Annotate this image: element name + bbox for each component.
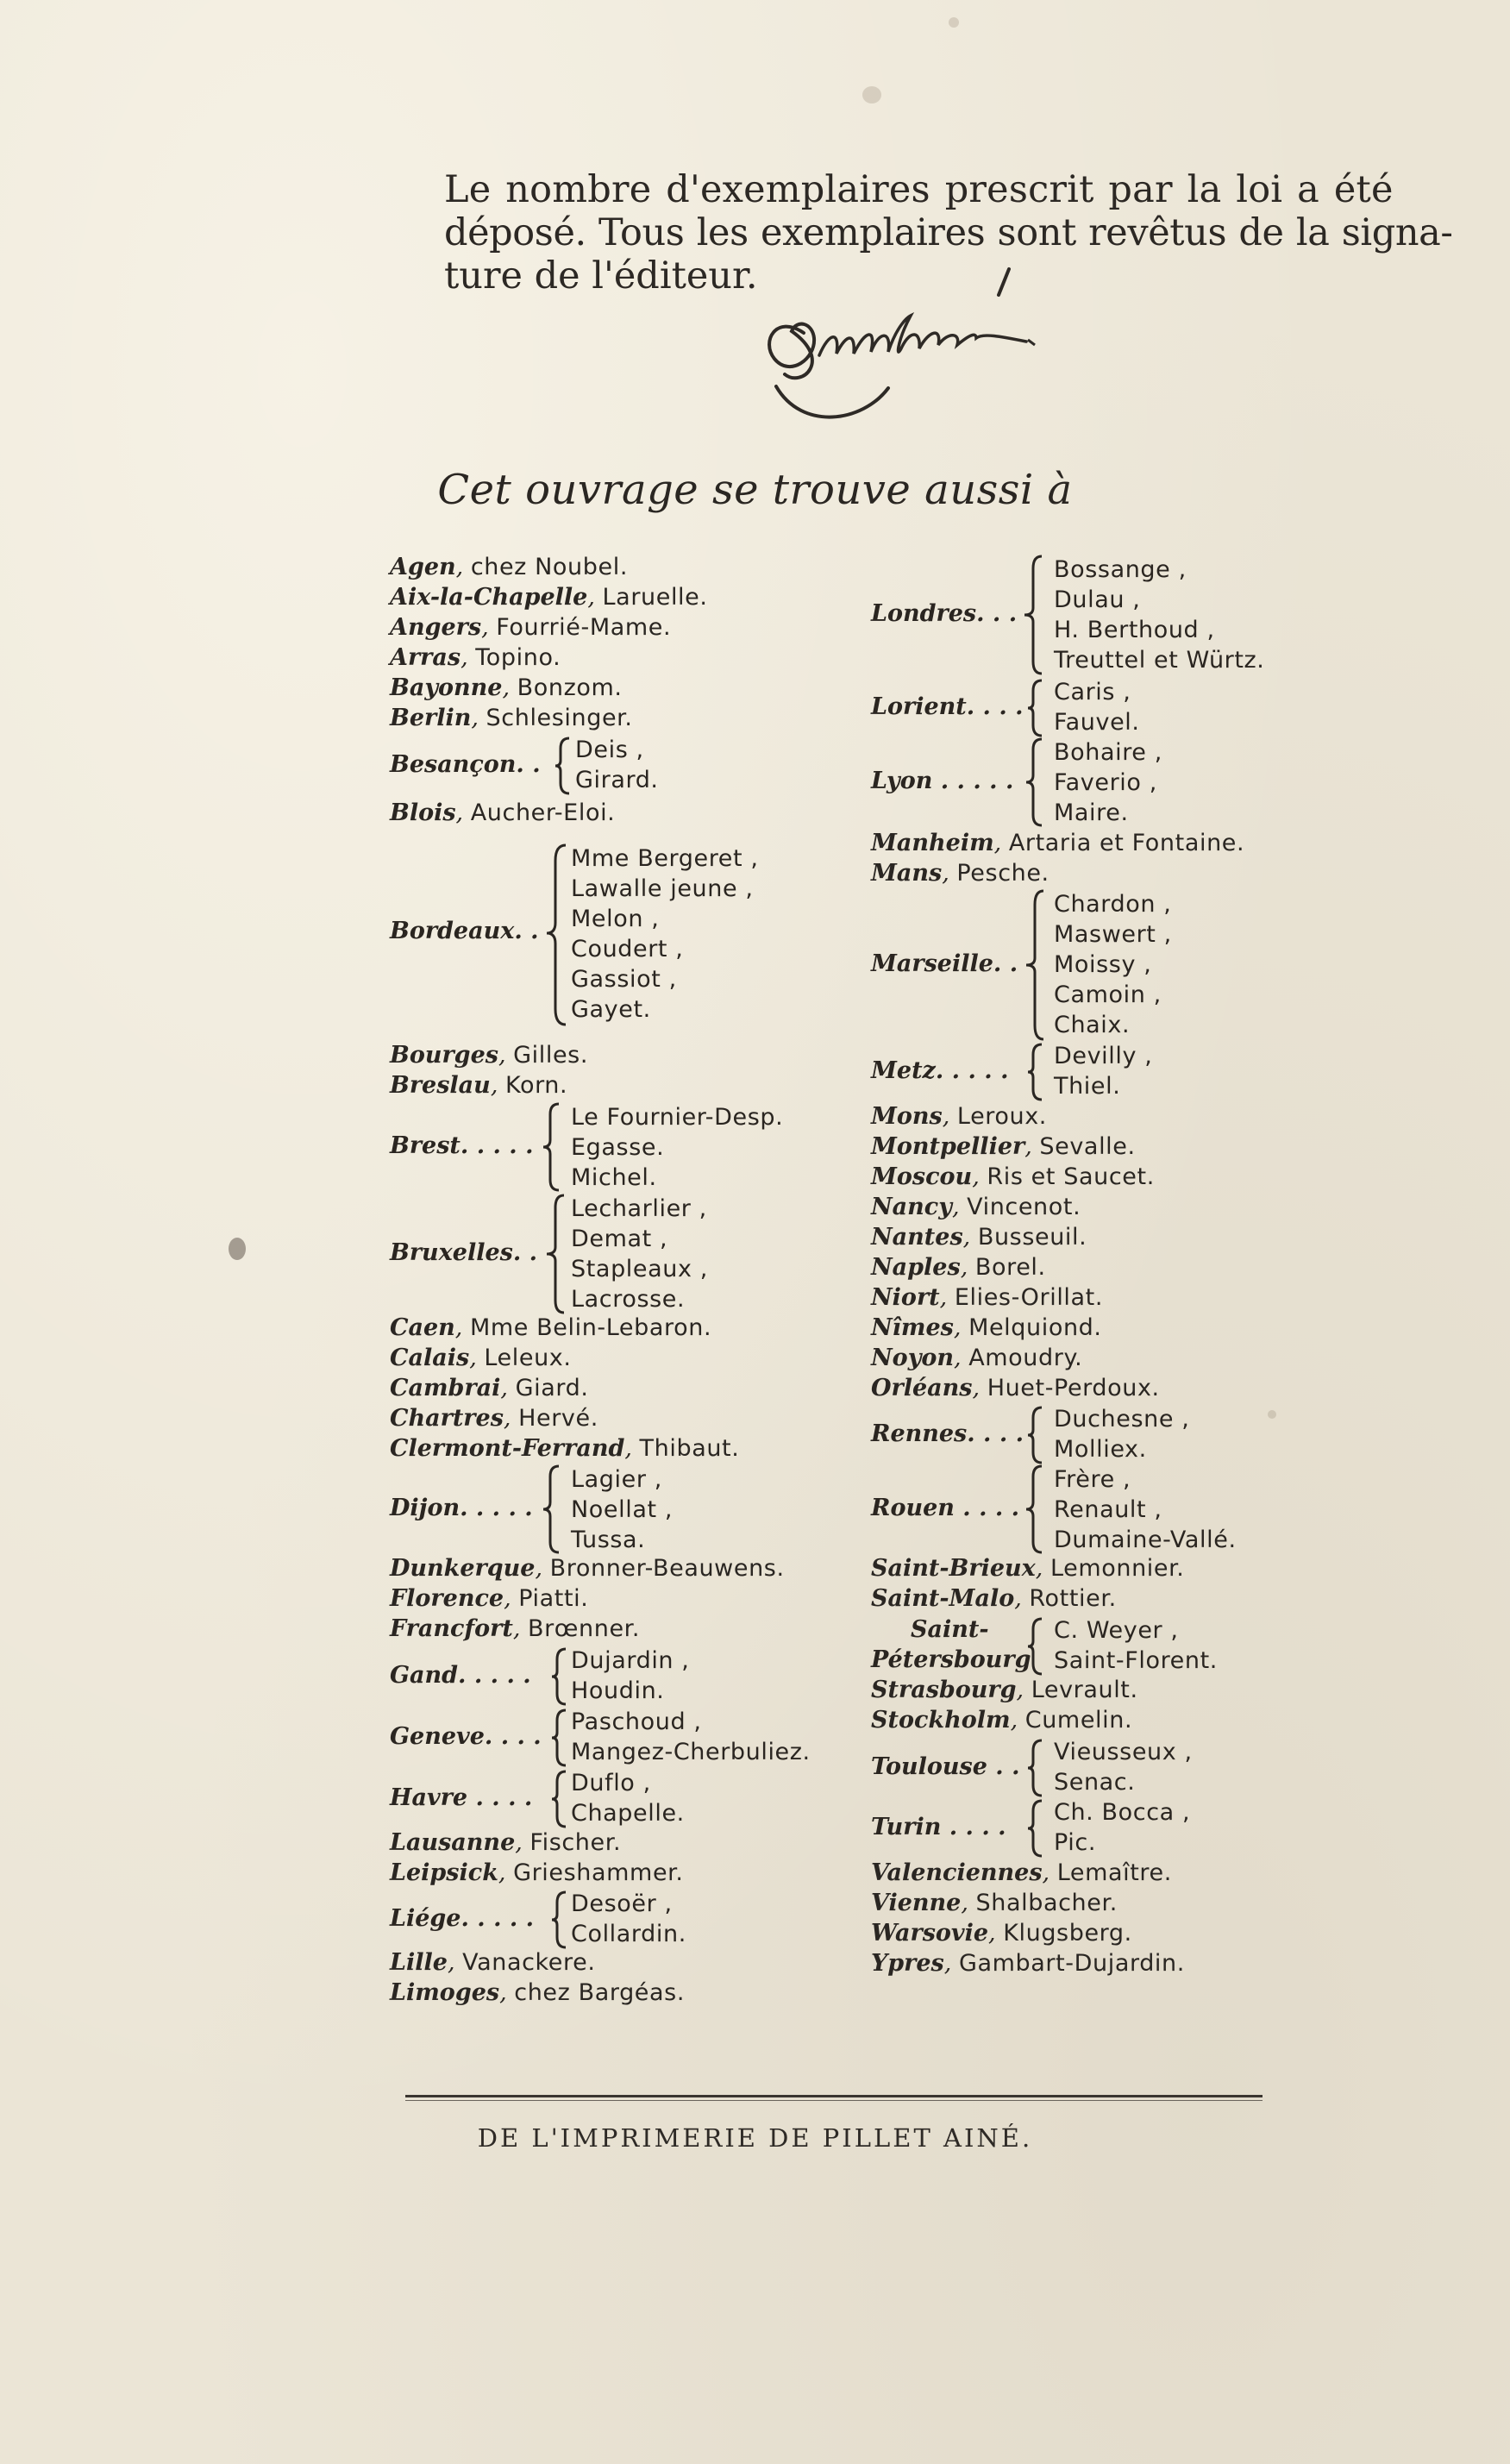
brace (550, 1770, 569, 1828)
bookseller-entry: Manheim, Artaria et Fontaine. (871, 830, 1245, 856)
bookseller-names: Piatti. (518, 1585, 589, 1612)
city-name: Naples (871, 1254, 961, 1281)
city-name: Lille (390, 1949, 448, 1976)
city-name: Berlin (390, 705, 472, 731)
brace (542, 1102, 562, 1194)
city-name: Chartres (390, 1405, 504, 1432)
bookseller-names: Klugsberg. (1003, 1920, 1132, 1947)
city-name: Lyon . . . . . (871, 768, 1014, 794)
bookseller-names: Hervé. (518, 1405, 598, 1432)
bookseller-names: Grieshammer. (513, 1859, 684, 1886)
bookseller-entry: Dunkerque, Bronner-Beauwens. (390, 1555, 785, 1582)
bookseller-group (871, 1737, 1285, 1799)
bookseller-group (871, 1464, 1319, 1556)
bookseller-entry: Chartres, Hervé. (390, 1405, 598, 1432)
city-name: Havre . . . . (390, 1784, 533, 1811)
city-name: Warsovie (871, 1920, 989, 1947)
city-name: Metz. . . . . (871, 1057, 1009, 1084)
bookseller-names: Fischer. (529, 1829, 622, 1856)
brace (545, 843, 569, 1028)
bookseller-names: chez Noubel. (470, 554, 628, 580)
printer-imprint: DE L'IMPRIMERIE DE PILLET AINÉ. (477, 2123, 1033, 2153)
city-name: Mons (871, 1103, 943, 1130)
brace (1023, 555, 1045, 677)
city-name: Florence (390, 1585, 504, 1612)
city-name: Rennes. . . . (871, 1420, 1024, 1447)
city-name: Angers (390, 614, 482, 641)
brace (1026, 1043, 1045, 1101)
brace (1026, 1739, 1045, 1797)
city-name: Stockholm (871, 1707, 1011, 1734)
paper-spot (862, 86, 881, 103)
bookseller-entry: Saint-Brieux, Lemonnier. (871, 1555, 1185, 1582)
city-name: Bayonne (390, 674, 503, 701)
bookseller-names: Pesche. (956, 860, 1049, 887)
bookseller-names: Vincenot. (967, 1194, 1081, 1220)
bookseller-names: Artaria et Fontaine. (1008, 830, 1245, 856)
bookseller-names: Frère , Renault , Dumaine-Vallé. (1054, 1466, 1237, 1553)
bookseller-group (871, 1041, 1285, 1103)
bookseller-entry: Saint-Malo, Rottier. (871, 1585, 1117, 1612)
bookseller-names: Schlesinger. (486, 705, 633, 731)
city-name: Aix-la-Chapelle (390, 584, 588, 611)
bookseller-entry: Berlin, Schlesinger. (390, 705, 633, 731)
city-name: Arras (390, 644, 461, 671)
bookseller-names: Topino. (475, 644, 561, 671)
city-name: Pétersbourg (871, 1646, 1031, 1673)
city-name: Blois (390, 799, 456, 826)
bookseller-entry: Clermont-Ferrand, Thibaut. (390, 1435, 740, 1462)
section-heading: Cet ouvrage se trouve aussi à (437, 466, 1073, 514)
city-name: Mans (871, 860, 943, 887)
bookseller-names: Lemaître. (1056, 1859, 1172, 1886)
bookseller-names: chez Bargéas. (514, 1979, 686, 2006)
bookseller-names: Shalbacher. (975, 1890, 1118, 1916)
brace (1026, 1406, 1045, 1464)
city-name: Marseille. . (871, 950, 1018, 977)
bookseller-names: Bohaire , Faverio , Maire. (1054, 739, 1162, 826)
bookseller-names: Bronner-Beauwens. (549, 1555, 785, 1582)
bookseller-group (390, 1707, 838, 1769)
bookseller-entry: Limoges, chez Bargéas. (390, 1979, 686, 2006)
bookseller-names: Laruelle. (602, 584, 708, 611)
notice-line: ture de l'éditeur. (444, 254, 758, 298)
bookseller-names: Vieusseux , Senac. (1054, 1739, 1193, 1796)
bookseller-entry: Blois, Aucher-Eloi. (390, 799, 616, 826)
bookseller-names: Thibaut. (639, 1435, 740, 1462)
city-name: Gand. . . . . (390, 1662, 531, 1689)
city-name: Saint-Brieux (871, 1555, 1036, 1582)
bookseller-entry: Niort, Elies-Orillat. (871, 1284, 1104, 1311)
bookseller-group (871, 1615, 1319, 1677)
city-name: Noyon (871, 1345, 955, 1371)
bookseller-names: Desoër , Collardin. (571, 1890, 686, 1947)
bookseller-entry: Moscou, Ris et Saucet. (871, 1163, 1155, 1190)
brace (1024, 1464, 1045, 1556)
city-name: Toulouse . . (871, 1753, 1020, 1780)
city-name: Saint-Malo (871, 1585, 1015, 1612)
bookseller-entry: Cambrai, Giard. (390, 1375, 589, 1401)
publisher-signature (750, 259, 1112, 431)
city-name: Vienne (871, 1890, 962, 1916)
bookseller-names: Mme Belin-Lebaron. (469, 1314, 712, 1341)
bookseller-names: Dujardin , Houdin. (571, 1647, 690, 1704)
bookseller-names: Le Fournier-Desp. Egasse. Michel. (571, 1104, 784, 1191)
bookseller-group (390, 1768, 804, 1830)
city-name: Manheim (871, 830, 994, 856)
bookseller-entry: Caen, Mme Belin-Lebaron. (390, 1314, 712, 1341)
bookseller-group (871, 555, 1328, 677)
bookseller-names: Mme Bergeret , Lawalle jeune , Melon , Coudert , Gassiot , Gayet. (571, 845, 759, 1023)
city-name: Bordeaux. . (390, 918, 539, 944)
city-name: Francfort (390, 1615, 513, 1642)
city-name: Leipsick (390, 1859, 498, 1886)
bookseller-entry: Leipsick, Grieshammer. (390, 1859, 684, 1886)
bookseller-names: Gambart-Dujardin. (958, 1950, 1185, 1977)
city-name: Orléans (871, 1375, 973, 1401)
notice-line: Le nombre d'exemplaires prescrit par la loi a été (444, 168, 1394, 211)
bookseller-group (871, 1797, 1285, 1859)
bookseller-group (871, 677, 1285, 739)
city-name: Turin . . . . (871, 1814, 1006, 1840)
city-name: Nantes (871, 1224, 963, 1251)
bookseller-names: Chardon , Maswert , Moissy , Camoin , Chaix. (1054, 891, 1172, 1038)
bookseller-names: Leleux. (484, 1345, 572, 1371)
bookseller-names: Brœnner. (527, 1615, 641, 1642)
city-name: Bruxelles. . (390, 1239, 538, 1266)
bookseller-entry: Angers, Fourrié-Mame. (390, 614, 672, 641)
bookseller-entry: Strasbourg, Levrault. (871, 1677, 1138, 1703)
bookseller-entry: Montpellier, Sevalle. (871, 1133, 1136, 1160)
bookseller-group (390, 1102, 838, 1194)
bookseller-entry: Florence, Piatti. (390, 1585, 589, 1612)
bookseller-group (390, 735, 735, 797)
bookseller-names: Levrault. (1031, 1677, 1138, 1703)
bookseller-names: Korn. (504, 1072, 568, 1099)
bookseller-entry: Aix-la-Chapelle, Laruelle. (390, 584, 708, 611)
brace (1026, 679, 1045, 737)
brace (542, 1464, 562, 1556)
city-name: Brest. . . . . (390, 1132, 534, 1159)
bookseller-group (390, 1194, 804, 1316)
city-name: Cambrai (390, 1375, 501, 1401)
bookseller-names: Caris , Fauvel. (1054, 679, 1140, 736)
bookseller-names: Paschoud , Mangez-Cherbuliez. (571, 1708, 811, 1765)
bookseller-entry: Nantes, Busseuil. (871, 1224, 1087, 1251)
bookseller-group (390, 1646, 804, 1708)
bookseller-names: Melquiond. (968, 1314, 1102, 1341)
bookseller-entry: Nîmes, Melquiond. (871, 1314, 1102, 1341)
city-name: Liége. . . . . (390, 1905, 535, 1932)
bookseller-names: Bossange , Dulau , H. Berthoud , Treuttel et Würtz. (1054, 556, 1265, 674)
bookseller-names: Aucher-Eloi. (470, 799, 616, 826)
bookseller-names: Giard. (515, 1375, 589, 1401)
bookseller-names: Fourrié-Mame. (496, 614, 672, 641)
city-name: Besançon. . (390, 751, 541, 778)
bookseller-entry: Lausanne, Fischer. (390, 1829, 622, 1856)
city-name: Rouen . . . . (871, 1495, 1020, 1521)
bookseller-entry: Ypres, Gambart-Dujardin. (871, 1950, 1185, 1977)
city-name: Nîmes (871, 1314, 954, 1341)
city-name: Ypres (871, 1950, 944, 1977)
city-name: Bourges (390, 1042, 498, 1069)
city-name: Lorient. . . . (871, 693, 1024, 720)
city-name: Breslau (390, 1072, 491, 1099)
brace (545, 1194, 567, 1316)
bookseller-entry: Bourges, Gilles. (390, 1042, 589, 1069)
bookseller-names: Duchesne , Molliex. (1054, 1406, 1190, 1463)
bookseller-entry: Mons, Leroux. (871, 1103, 1047, 1130)
bookseller-entry: Lille, Vanackere. (390, 1949, 596, 1976)
bookseller-entry: Orléans, Huet-Perdoux. (871, 1375, 1160, 1401)
bookseller-group (871, 889, 1285, 1043)
bookseller-group (871, 737, 1285, 829)
brace (550, 1708, 569, 1767)
city-name: Clermont-Ferrand (390, 1435, 625, 1462)
bookseller-group (390, 843, 804, 1028)
bookseller-names: Borel. (974, 1254, 1046, 1281)
bookseller-names: Ch. Bocca , Pic. (1054, 1799, 1191, 1856)
bookseller-names: Rottier. (1029, 1585, 1117, 1612)
brace (1026, 1617, 1045, 1676)
city-name: Calais (390, 1345, 470, 1371)
brace (554, 737, 573, 795)
city-name: Dunkerque (390, 1555, 536, 1582)
bookseller-entry: Stockholm, Cumelin. (871, 1707, 1133, 1734)
city-name: Agen (390, 554, 456, 580)
bookseller-entry: Breslau, Korn. (390, 1072, 568, 1099)
bookseller-entry: Nancy, Vincenot. (871, 1194, 1081, 1220)
bookseller-names: C. Weyer , Saint-Florent. (1054, 1617, 1218, 1674)
bookseller-entry: Naples, Borel. (871, 1254, 1046, 1281)
city-name: Geneve. . . . (390, 1723, 542, 1750)
bookseller-names: Devilly , Thiel. (1054, 1043, 1153, 1100)
bookseller-names: Lecharlier , Demat , Stapleaux , Lacrosse. (571, 1195, 708, 1313)
bookseller-names: Vanackere. (462, 1949, 596, 1976)
bookseller-group (390, 1464, 804, 1556)
bookseller-group (390, 1889, 804, 1951)
bookseller-names: Ris et Saucet. (987, 1163, 1155, 1190)
city-name: Niort (871, 1284, 940, 1311)
bookseller-entry: Valenciennes, Lemaître. (871, 1859, 1172, 1886)
bookseller-names: Elies-Orillat. (954, 1284, 1104, 1311)
bookseller-names: Huet-Perdoux. (987, 1375, 1160, 1401)
city-name: Valenciennes (871, 1859, 1043, 1886)
bookseller-names: Duflo , Chapelle. (571, 1770, 685, 1827)
bookseller-entry: Mans, Pesche. (871, 860, 1049, 887)
city-name: Montpellier (871, 1133, 1025, 1160)
bookseller-names: Lagier , Noellat , Tussa. (571, 1466, 674, 1553)
footer-rule-thin (405, 2100, 1263, 2101)
city-name: Londres. . . (871, 600, 1018, 627)
paper-spot (229, 1238, 246, 1260)
city-name: Moscou (871, 1163, 973, 1190)
brace (1026, 1799, 1045, 1858)
brace (550, 1890, 569, 1949)
bookseller-names: Sevalle. (1039, 1133, 1136, 1160)
city-name: Nancy (871, 1194, 952, 1220)
bookseller-names: Busseuil. (977, 1224, 1087, 1251)
city-name: Lausanne (390, 1829, 516, 1856)
city-name: Caen (390, 1314, 455, 1341)
city-name: Dijon. . . . . (390, 1495, 533, 1521)
brace (550, 1647, 569, 1706)
brace (1024, 737, 1045, 829)
paper-spot (949, 17, 959, 28)
bookseller-entry: Warsovie, Klugsberg. (871, 1920, 1132, 1947)
notice-line: déposé. Tous les exemplaires sont revêtus de la signa- (444, 211, 1453, 254)
bookseller-entry: Francfort, Brœnner. (390, 1615, 641, 1642)
bookseller-names: Amoudry. (968, 1345, 1083, 1371)
bookseller-names: Bonzom. (517, 674, 623, 701)
city-name: Limoges (390, 1979, 500, 2006)
city-name: Strasbourg (871, 1677, 1017, 1703)
bookseller-names: Gilles. (513, 1042, 589, 1069)
bookseller-names: Lemonnier. (1049, 1555, 1185, 1582)
bookseller-names: Leroux. (956, 1103, 1047, 1130)
bookseller-entry: Bayonne, Bonzom. (390, 674, 623, 701)
brace (1024, 889, 1047, 1043)
bookseller-names: Cumelin. (1024, 1707, 1133, 1734)
bookseller-names: Deis , Girard. (575, 737, 659, 793)
bookseller-entry: Calais, Leleux. (390, 1345, 572, 1371)
bookseller-entry: Arras, Topino. (390, 644, 561, 671)
footer-rule (405, 2095, 1263, 2097)
bookseller-entry: Agen, chez Noubel. (390, 554, 628, 580)
bookseller-group (871, 1404, 1285, 1466)
bookseller-entry: Noyon, Amoudry. (871, 1345, 1083, 1371)
bookseller-entry: Vienne, Shalbacher. (871, 1890, 1118, 1916)
city-name: Saint- (911, 1616, 989, 1643)
